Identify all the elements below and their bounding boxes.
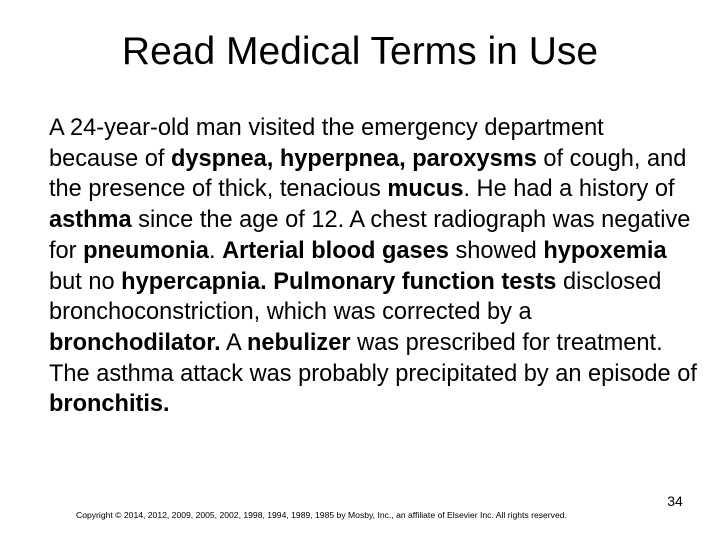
- medical-term: nebulizer: [246, 329, 351, 356]
- medical-term: hypoxemia: [543, 237, 667, 264]
- medical-term: bronchitis.: [49, 391, 170, 418]
- body-text-segment: A 24-year-old man visited the emergency department because of: [49, 115, 604, 172]
- medical-term: Arterial blood gases: [222, 237, 449, 264]
- medical-term: dyspnea, hyperpnea, paroxysms: [171, 145, 537, 172]
- body-text-segment: since the age of 12. A chest radiograph was negative for: [49, 207, 691, 264]
- copyright-notice: Copyright © 2014, 2012, 2009, 2005, 2002, 1998, 1994, 1989, 1985 by Mosby, Inc., an affiliate of Elsevier Inc. All rights reserved.: [76, 510, 567, 520]
- case-paragraph: [49, 113, 699, 420]
- body-text-segment: but no: [49, 268, 122, 295]
- medical-term: mucus: [387, 176, 464, 203]
- slide-title: Read Medical Terms in Use: [121, 30, 599, 73]
- body-text-segment: disclosed bronchoconstriction, which was corrected by a: [49, 268, 662, 326]
- body-text-segment: A: [220, 329, 247, 356]
- medical-term: bronchodilator.: [49, 329, 221, 356]
- medical-term: pneumonia: [83, 237, 209, 264]
- body-text-segment: . He had a history of: [463, 176, 675, 203]
- body-text-segment: .: [208, 237, 223, 264]
- body-text-segment: of cough, and the presence of thick, tenacious: [49, 145, 687, 203]
- page-number: 34: [667, 493, 683, 509]
- medical-term: hypercapnia. Pulmonary function tests: [121, 268, 557, 295]
- body-text-segment: was prescribed for treatment. The asthma attack was probably precipitated by an episode of: [49, 329, 697, 387]
- medical-term: asthma: [49, 207, 132, 234]
- body-text-segment: showed: [448, 237, 544, 264]
